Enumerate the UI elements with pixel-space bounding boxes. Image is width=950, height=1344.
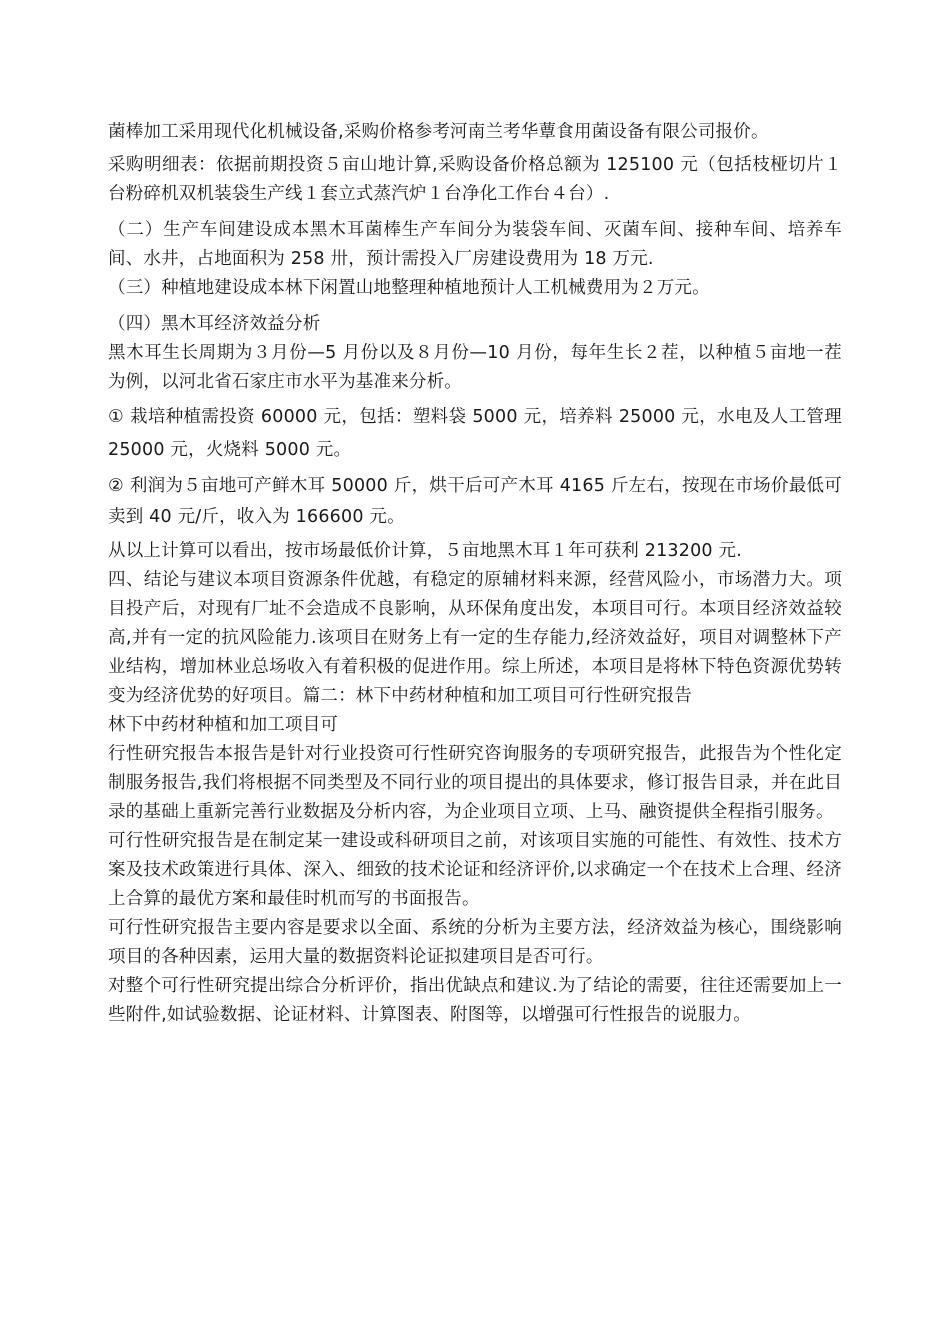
paragraph-investment: ① 栽培种植需投资 60000 元，包括：塑料袋 5000 元，培养料 25000 元，水电及人工管理 25000 元，火烧料 5000 元。 [108, 407, 842, 460]
paragraph-evaluation: 对整个可行性研究提出综合分析评价，指出优缺点和建议.为了结论的需要，往往还需要加上一些附件,如试验数据、论证材料、计算图表、附图等，以增强可行性报告的说服力。 [108, 976, 842, 1025]
paragraph-feasibility-content: 可行性研究报告主要内容是要求以全面、系统的分析为主要方法，经济效益为核心，围绕影响项目的各种因素，运用大量的数据资料论证拟建项目是否可行。 [108, 918, 842, 967]
paragraph-profit: ② 利润为５亩地可产鲜木耳 50000 斤，烘干后可产木耳 4165 斤左右，按现在市场价最低可卖到 40 元/斤，收入为 166600 元。 [108, 476, 842, 527]
paragraph-growth-cycle: 黑木耳生长周期为３月份—5 月份以及８月份—10 月份，每年生长２茬，以种植５亩地一茬为例，以河北省石家庄市水平为基准来分析。 [108, 343, 842, 392]
document-body [108, 118, 842, 1030]
paragraph-report-title: 林下中药材种植和加工项目可 [108, 715, 339, 735]
section-heading-benefit: （四）黑木耳经济效益分析 [108, 314, 321, 334]
paragraph-workshop-cost: （二）生产车间建设成本黑木耳菌棒生产车间分为装袋车间、灭菌车间、接种车间、培养车间、水井，占地面积为 258 卅，预计需投入厂房建设费用为 18 万元. [108, 220, 842, 269]
paragraph-equipment-intro: 菌棒加工采用现代化机械设备,采购价格参考河南兰考华蕈食用菌设备有限公司报价。 [108, 122, 769, 142]
paragraph-conclusion: 四、结论与建议本项目资源条件优越，有稳定的原辅材料来源，经营风险小，市场潜力大。项目投产后，对现有厂址不会造成不良影响，从环保角度出发，本项目可行。本项目经济效益较高,并有一定的抗风险能力.该项目在财务上有一定的生存能力,经济效益好，项目对调整林下产业结构，增加林业总场收入有着积极的促进作用。综上所述，本项目是将林下特色资源优势转变为经济优势的好项目。篇二：林下中药材种植和加工项目可行性研究报告 [108, 570, 842, 706]
paragraph-report-intro: 行性研究报告本报告是针对行业投资可行性研究咨询服务的专项研究报告，此报告为个性化定制服务报告,我们将根据不同类型及不同行业的项目提出的具体要求，修订报告目录，并在此目录的基础上重新完善行业数据及分析内容，为企业项目立项、上马、融资提供全程指引服务。 [108, 744, 842, 822]
paragraph-land-cost: （三）种植地建设成本林下闲置山地整理种植地预计人工机械费用为２万元。 [108, 278, 710, 298]
paragraph-purchase-list: 采购明细表：依据前期投资５亩山地计算,采购设备价格总额为 125100 元（包括枝桠切片１台粉碎机双机装袋生产线１套立式蒸汽炉１台净化工作台４台）. [108, 155, 842, 204]
paragraph-feasibility-definition: 可行性研究报告是在制定某一建设或科研项目之前，对该项目实施的可能性、有效性、技术方案及技术政策进行具体、深入、细致的技术论证和经济评价,以求确定一个在技术上合理、经济上合算的最优方案和最佳时机而写的书面报告。 [108, 831, 842, 909]
paragraph-calculation: 从以上计算可以看出，按市场最低价计算，５亩地黑木耳１年可获利 213200 元. [108, 541, 742, 561]
